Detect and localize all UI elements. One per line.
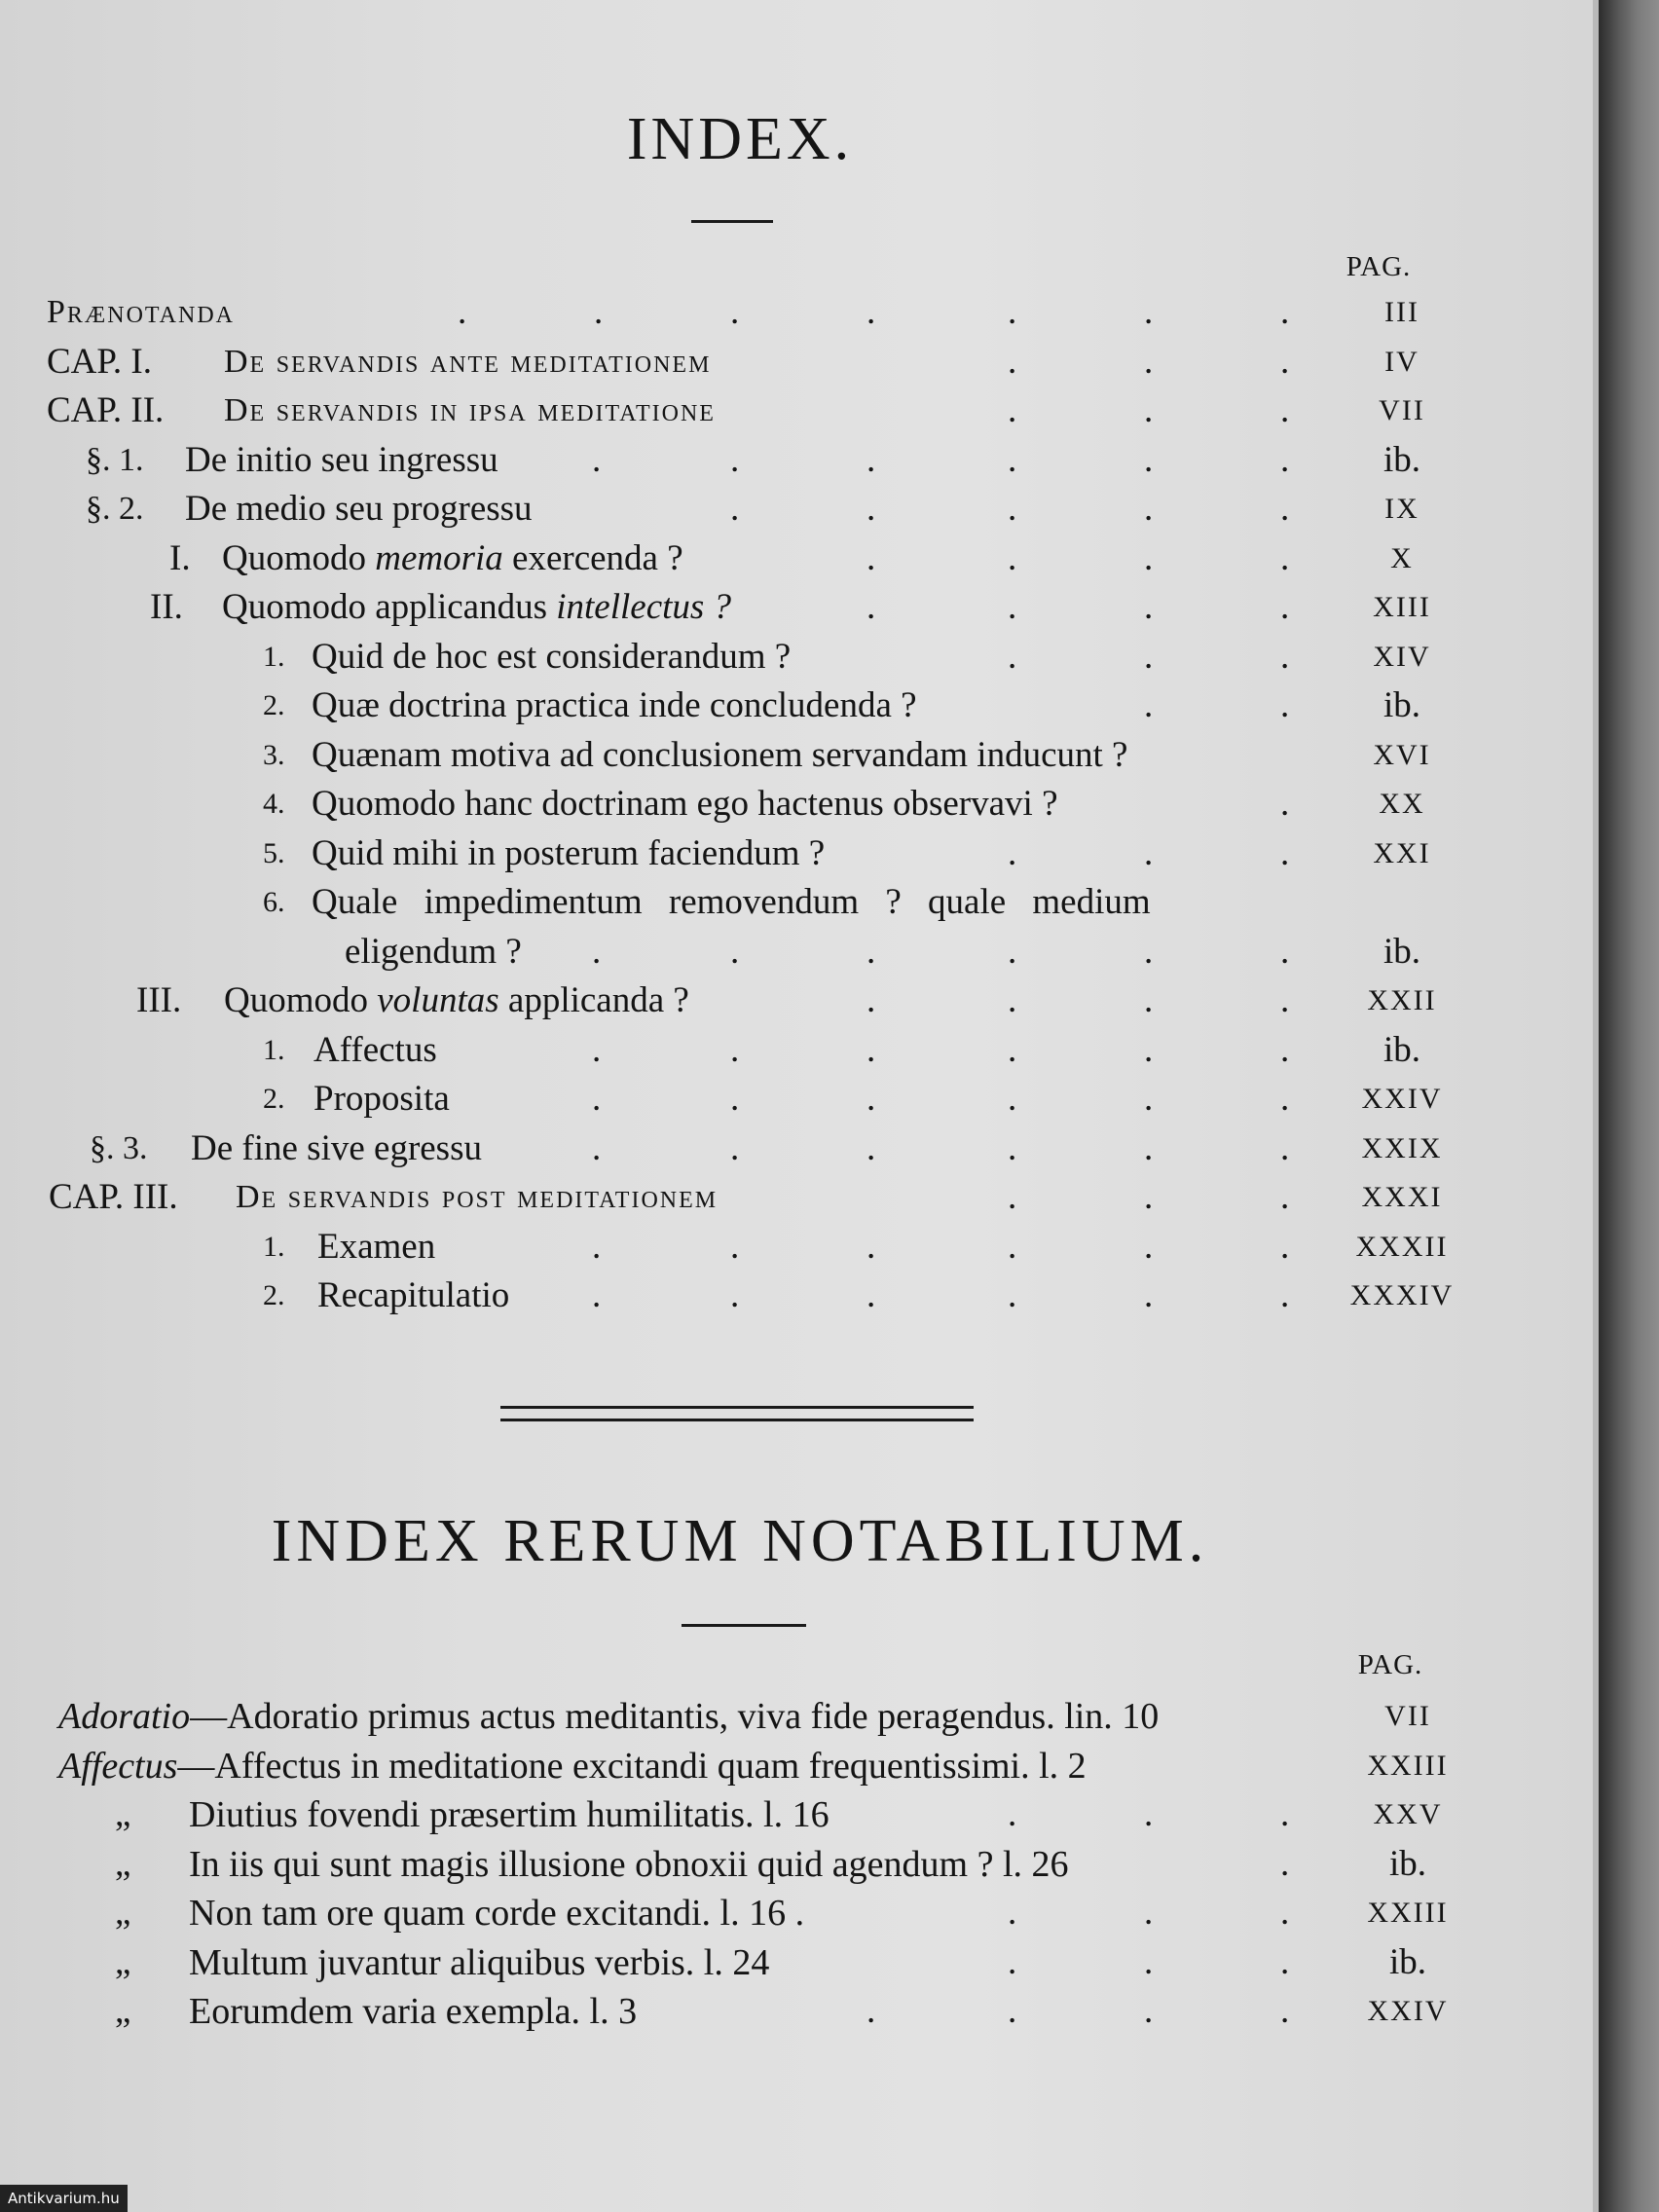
ditto-mark: „: [115, 1794, 131, 1834]
entry-number: III.: [136, 980, 182, 1020]
index-leader-dot: .: [866, 587, 876, 627]
index-leader-dot: .: [1008, 1177, 1017, 1217]
entry-number: I.: [169, 537, 191, 578]
entry-page: IX: [1384, 493, 1419, 525]
index-entry[interactable]: [0, 780, 1480, 830]
notabilium-entry[interactable]: [0, 1790, 1480, 1840]
index-leader-dot: .: [1280, 1029, 1290, 1070]
index-leader-dot: .: [1144, 587, 1154, 627]
notabilium-leader-dot: .: [1008, 1941, 1017, 1982]
entry-number: 1.: [263, 640, 285, 673]
index-pag-label: PAG.: [1346, 251, 1412, 282]
entry-page: ib.: [1382, 685, 1421, 725]
index-leader-dot: .: [1144, 980, 1154, 1020]
entry-page: XXXI: [1361, 1181, 1443, 1213]
index-leader-dot: .: [1144, 489, 1154, 529]
index-entry[interactable]: [0, 878, 1480, 928]
index-leader-dot: .: [1280, 1275, 1290, 1315]
index-leader-dot: .: [1008, 341, 1017, 382]
entry-title: De servandis in ipsa meditatione: [224, 392, 716, 428]
entry-page: XXII: [1367, 984, 1437, 1016]
entry-title: Quomodo memoria exercenda ?: [222, 537, 683, 578]
ditto-mark: „: [115, 1893, 131, 1933]
index-leader-dot: .: [592, 1275, 602, 1315]
entry-number: §. 2.: [86, 491, 144, 527]
entry-number: CAP. III.: [49, 1177, 178, 1217]
entry-page: III: [1384, 296, 1419, 328]
index-leader-dot: .: [1008, 1275, 1017, 1315]
index-leader-dot: .: [1280, 390, 1290, 430]
entry-italic: memoria: [375, 537, 503, 578]
index-leader-dot: .: [592, 439, 602, 480]
entry-number: 3.: [263, 738, 285, 771]
index-leader-dot: .: [1144, 1177, 1154, 1217]
entry-number: 1.: [263, 1033, 285, 1066]
index-entry[interactable]: [0, 1223, 1480, 1272]
index-title: INDEX.: [626, 106, 854, 172]
entry-title: De initio seu ingressu: [185, 439, 498, 480]
entry-title: Examen: [317, 1226, 436, 1267]
entry-italic: voluntas: [377, 980, 499, 1020]
index-leader-dot: .: [1144, 341, 1154, 382]
entry-text: Diutius fovendi præsertim humilitatis. l. 16: [189, 1794, 830, 1835]
notabilium-leader-dot: .: [1008, 1991, 1017, 2031]
entry-page: XXXIV: [1349, 1279, 1455, 1311]
entry-title: De servandis ante meditationem: [224, 343, 712, 380]
index-leader-dot: .: [592, 1127, 602, 1168]
index-leader-dot: .: [730, 489, 740, 529]
entry-term: Affectus: [58, 1745, 178, 1787]
index-leader-dot: .: [866, 292, 876, 332]
index-leader-dot: .: [592, 1029, 602, 1070]
index-leader-dot: .: [458, 292, 467, 332]
index-leader-dot: .: [1144, 685, 1154, 725]
index-leader-dot: .: [1280, 341, 1290, 382]
entry-page: VII: [1384, 1700, 1431, 1732]
notabilium-entry[interactable]: [0, 1840, 1480, 1890]
index-leader-dot: .: [1280, 784, 1290, 824]
index-entry[interactable]: [0, 1026, 1480, 1076]
entry-number: 5.: [263, 836, 285, 869]
entry-page: XXIII: [1367, 1749, 1449, 1782]
entry-number: 2.: [263, 689, 285, 721]
index-leader-dot: .: [1280, 1127, 1290, 1168]
entry-page: IV: [1384, 345, 1419, 378]
index-leader-dot: .: [1280, 685, 1290, 725]
index-leader-dot: .: [1280, 292, 1290, 332]
entry-title: Quomodo applicandus intellectus ?: [222, 587, 732, 627]
index-leader-dot: .: [866, 1226, 876, 1267]
index-leader-dot: .: [1008, 587, 1017, 627]
entry-title: Affectus: [313, 1029, 437, 1070]
entry-page: XXIX: [1361, 1131, 1443, 1164]
entry-title: eligendum ?: [345, 931, 522, 972]
index-entry[interactable]: [0, 731, 1480, 781]
index-entry[interactable]: [0, 928, 1480, 977]
entry-title: Recapitulatio: [317, 1275, 510, 1315]
entry-page: XXIV: [1367, 1995, 1449, 2027]
entry-title: Proposita: [313, 1079, 450, 1119]
entry-page: X: [1390, 541, 1414, 574]
notabilium-leader-dot: .: [1008, 1893, 1017, 1933]
index-list: [0, 288, 1480, 1321]
entry-title: Quomodo voluntas applicanda ?: [224, 980, 689, 1020]
index-leader-dot: .: [1144, 439, 1154, 480]
entry-number: II.: [150, 587, 183, 627]
index-leader-dot: .: [730, 439, 740, 480]
entry-page: ib.: [1388, 1941, 1427, 1982]
notabilium-leader-dot: .: [1280, 1941, 1290, 1982]
entry-number: 2.: [263, 1279, 285, 1311]
section-divider: [500, 1406, 974, 1421]
index-leader-dot: .: [1008, 537, 1017, 578]
index-leader-dot: .: [866, 1079, 876, 1119]
entry-number: 2.: [263, 1083, 285, 1115]
notabilium-title-rule: [682, 1624, 806, 1627]
entry-term: Adoratio: [58, 1696, 191, 1737]
notabilium-title: INDEX RERUM NOTABILIUM.: [271, 1508, 1209, 1574]
entry-page: VII: [1379, 394, 1425, 426]
title-rule: [691, 220, 773, 223]
index-entry[interactable]: [0, 1124, 1480, 1174]
index-leader-dot: .: [730, 1127, 740, 1168]
index-leader-dot: .: [1280, 980, 1290, 1020]
index-leader-dot: .: [1144, 537, 1154, 578]
entry-page: XIV: [1373, 640, 1431, 673]
notabilium-leader-dot: .: [1280, 1991, 1290, 2031]
index-entry[interactable]: [0, 338, 1480, 387]
entry-page: ib.: [1382, 1029, 1421, 1070]
notabilium-leader-dot: .: [1144, 1893, 1154, 1933]
index-leader-dot: .: [1008, 636, 1017, 677]
entry-page: XXXII: [1355, 1230, 1449, 1263]
index-leader-dot: .: [1280, 537, 1290, 578]
index-entry[interactable]: [0, 830, 1480, 879]
entry-page: ib.: [1382, 439, 1421, 480]
index-entry[interactable]: [0, 583, 1480, 633]
notabilium-leader-dot: .: [1144, 1991, 1154, 2031]
index-leader-dot: .: [1008, 931, 1017, 972]
notabilium-entry[interactable]: [0, 1889, 1480, 1938]
entry-title: Quale impedimentum removendum ? quale medium: [312, 882, 1151, 922]
index-leader-dot: .: [1280, 636, 1290, 677]
index-leader-dot: .: [1144, 636, 1154, 677]
notabilium-leader-dot: .: [1144, 1794, 1154, 1834]
ditto-mark: „: [115, 1991, 131, 2031]
entry-text: Affectus—Affectus in meditatione excitandi quam frequentissimi. l. 2: [58, 1745, 1087, 1787]
notabilium-pag-label: PAG.: [1357, 1649, 1423, 1680]
entry-page: XXIII: [1367, 1897, 1449, 1929]
entry-number: CAP. II.: [47, 390, 165, 430]
entry-text: Multum juvantur aliquibus verbis. l. 24: [189, 1941, 770, 1983]
index-leader-dot: .: [1280, 931, 1290, 972]
index-leader-dot: .: [1144, 832, 1154, 873]
entry-title: De servandis post meditationem: [236, 1179, 719, 1215]
index-entry[interactable]: [0, 535, 1480, 584]
index-entry[interactable]: [0, 288, 1480, 338]
index-leader-dot: .: [1008, 832, 1017, 873]
index-leader-dot: .: [1008, 1029, 1017, 1070]
index-leader-dot: .: [1280, 1177, 1290, 1217]
entry-text: In iis qui sunt magis illusione obnoxii quid agendum ? l. 26: [189, 1843, 1069, 1885]
index-entry[interactable]: [0, 633, 1480, 682]
index-leader-dot: .: [730, 931, 740, 972]
entry-number: §. 3.: [90, 1129, 148, 1166]
index-leader-dot: .: [1008, 390, 1017, 430]
index-leader-dot: .: [730, 1226, 740, 1267]
index-entry[interactable]: [0, 977, 1480, 1026]
entry-title: De fine sive egressu: [191, 1127, 482, 1168]
entry-text: Non tam ore quam corde excitandi. l. 16 .: [189, 1893, 805, 1934]
index-entry[interactable]: [0, 436, 1480, 486]
notabilium-list: [0, 1692, 1480, 2037]
index-leader-dot: .: [1144, 1275, 1154, 1315]
index-leader-dot: .: [1144, 931, 1154, 972]
index-leader-dot: .: [1280, 1079, 1290, 1119]
index-leader-dot: .: [866, 489, 876, 529]
index-leader-dot: .: [1008, 1079, 1017, 1119]
index-entry[interactable]: [0, 1075, 1480, 1124]
entry-page: XX: [1379, 788, 1425, 820]
index-leader-dot: .: [1280, 439, 1290, 480]
index-leader-dot: .: [1008, 1226, 1017, 1267]
index-leader-dot: .: [1280, 832, 1290, 873]
notabilium-leader-dot: .: [1008, 1794, 1017, 1834]
index-leader-dot: .: [1144, 1226, 1154, 1267]
index-leader-dot: .: [1144, 292, 1154, 332]
notabilium-leader-dot: .: [1280, 1843, 1290, 1884]
index-leader-dot: .: [730, 1029, 740, 1070]
index-leader-dot: .: [1280, 587, 1290, 627]
entry-page: XXV: [1373, 1798, 1443, 1830]
index-leader-dot: .: [866, 439, 876, 480]
notabilium-leader-dot: .: [866, 1991, 876, 2031]
index-leader-dot: .: [1008, 292, 1017, 332]
index-entry[interactable]: [0, 1272, 1480, 1321]
index-leader-dot: .: [1144, 1127, 1154, 1168]
index-entry[interactable]: [0, 387, 1480, 436]
entry-title: Prænotanda: [47, 294, 235, 330]
index-leader-dot: .: [1280, 1226, 1290, 1267]
entry-title: Quid mihi in posterum faciendum ?: [312, 832, 826, 873]
index-leader-dot: .: [592, 1226, 602, 1267]
index-leader-dot: .: [1008, 1127, 1017, 1168]
notabilium-leader-dot: .: [1280, 1893, 1290, 1933]
index-leader-dot: .: [592, 1079, 602, 1119]
entry-number: CAP. I.: [47, 341, 152, 382]
notabilium-entry[interactable]: [0, 1742, 1480, 1791]
index-leader-dot: .: [866, 537, 876, 578]
entry-page: XXI: [1373, 836, 1431, 869]
index-leader-dot: .: [1280, 489, 1290, 529]
index-leader-dot: .: [1144, 1029, 1154, 1070]
ditto-mark: „: [115, 1941, 131, 1982]
entry-page: ib.: [1388, 1843, 1427, 1884]
entry-title: Quæ doctrina practica inde concludenda ?: [312, 685, 917, 725]
index-leader-dot: .: [730, 1275, 740, 1315]
entry-title: Quænam motiva ad conclusionem servandam inducunt ?: [312, 734, 1128, 775]
index-leader-dot: .: [866, 1127, 876, 1168]
notabilium-leader-dot: .: [1144, 1941, 1154, 1982]
entry-number: 6.: [263, 886, 285, 918]
notabilium-entry[interactable]: [0, 1987, 1480, 2037]
notabilium-entry[interactable]: [0, 1938, 1480, 1988]
entry-title: Quomodo hanc doctrinam ego hactenus observavi ?: [312, 784, 1058, 824]
entry-text: Eorumdem varia exempla. l. 3: [189, 1991, 638, 2032]
watermark: Antikvarium.hu: [0, 2185, 128, 2212]
notabilium-entry[interactable]: [0, 1692, 1480, 1742]
entry-page: XIII: [1373, 591, 1431, 623]
entry-number: 1.: [263, 1230, 285, 1263]
notabilium-leader-dot: .: [1280, 1794, 1290, 1834]
index-leader-dot: .: [1144, 1079, 1154, 1119]
index-leader-dot: .: [866, 980, 876, 1020]
index-leader-dot: .: [1008, 489, 1017, 529]
entry-number: §. 1.: [86, 441, 144, 478]
index-leader-dot: .: [866, 931, 876, 972]
index-leader-dot: .: [594, 292, 604, 332]
index-leader-dot: .: [730, 292, 740, 332]
index-leader-dot: .: [1008, 980, 1017, 1020]
index-leader-dot: .: [730, 1079, 740, 1119]
entry-number: 4.: [263, 788, 285, 820]
entry-italic: intellectus ?: [556, 587, 732, 627]
entry-title: Quid de hoc est considerandum ?: [312, 636, 792, 677]
index-entry[interactable]: [0, 1173, 1480, 1223]
entry-title: De medio seu progressu: [185, 489, 533, 529]
index-entry[interactable]: [0, 485, 1480, 535]
entry-text: Adoratio—Adoratio primus actus meditantis, viva fide peragendus. lin. 10: [58, 1696, 1160, 1737]
index-leader-dot: .: [1008, 439, 1017, 480]
book-spine: [1599, 0, 1659, 2212]
index-leader-dot: .: [1144, 390, 1154, 430]
index-leader-dot: .: [592, 931, 602, 972]
index-leader-dot: .: [866, 1275, 876, 1315]
entry-page: ib.: [1382, 931, 1421, 972]
index-leader-dot: .: [866, 1029, 876, 1070]
ditto-mark: „: [115, 1843, 131, 1884]
entry-page: XXIV: [1361, 1083, 1443, 1115]
entry-page: XVI: [1373, 738, 1431, 771]
index-entry[interactable]: [0, 682, 1480, 731]
